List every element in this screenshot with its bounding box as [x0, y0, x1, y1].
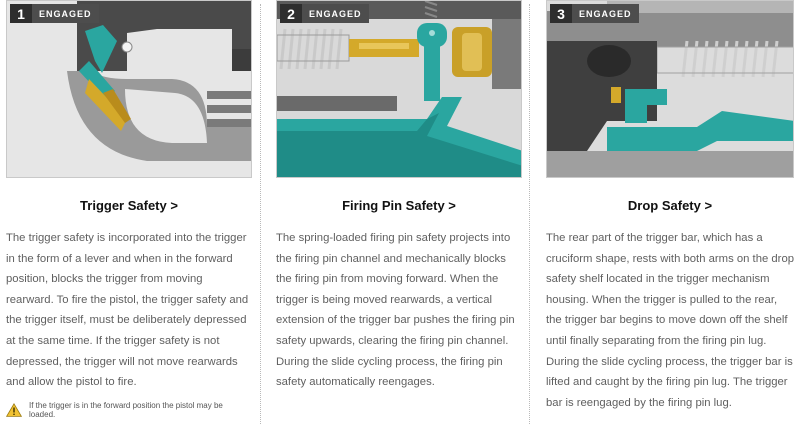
trigger-safety-panel — [6, 0, 252, 419]
status-label: ENGAGED — [309, 8, 362, 19]
warning-text: If the trigger is in the forward position the pistol may be loaded. — [29, 400, 223, 419]
firing-pin-safety-description: The spring-loaded firing pin safety projects into the firing pin channel and mechanically blocks the firing pin from moving forward. When the trigger is being moved rearwards, a vertical extension of the trigger bar pushes the firing pin safety upwards, clearing the firing pin channel. During the slide cycling process, the firing pin safety automatically reengages. — [276, 232, 515, 389]
trigger-safety-illustration[interactable] — [6, 0, 252, 178]
drop-safety-illustration-art — [547, 1, 794, 178]
step-number: 2 — [280, 4, 302, 23]
firing-pin-safety-illustration[interactable] — [276, 0, 522, 178]
firing-pin-illustration — [277, 1, 522, 178]
status-label: ENGAGED — [579, 8, 632, 19]
drop-safety-illustration[interactable] — [546, 0, 794, 178]
firing-pin-safety-panel — [276, 0, 522, 393]
status-label: ENGAGED — [39, 8, 92, 19]
firing-pin-safety-link[interactable]: Firing Pin Safety > — [342, 198, 456, 213]
drop-safety-link[interactable]: Drop Safety > — [627, 198, 713, 213]
step-number: 3 — [550, 4, 572, 23]
drop-safety-description: The rear part of the trigger bar, which has a cruciform shape, rests with both arms on the drop safety shelf located in the trigger mechanism housing. When the trigger is pulled to the rear, the trigger bar begins to move down off the shelf until finally separating from the firing pin lug. During the slide cycling process, the trigger bar is lifted and caught by the firing pin lug. The trigger bar is reengaged by the firing pin lug. — [546, 232, 795, 409]
drop-safety-panel — [546, 0, 794, 413]
engaged-badge — [10, 4, 99, 23]
column-divider — [260, 4, 261, 424]
trigger-safety-link[interactable]: Trigger Safety > — [80, 198, 178, 213]
column-divider — [529, 4, 530, 424]
engaged-badge — [550, 4, 639, 23]
engaged-badge — [280, 4, 369, 23]
trigger-safety-description: The trigger safety is incorporated into the trigger in the form of a lever and when in the forward position, blocks the trigger from moving rearward. To fire the pistol, the trigger safety and the trigger itself, must be deliberately depressed at the same time. If the trigger safety is not depressed, the trigger will not move rearwards and allow the pistol to fire. — [6, 232, 249, 389]
step-number: 1 — [10, 4, 32, 23]
warning-triangle-icon — [6, 403, 22, 417]
warning-note — [6, 401, 252, 419]
trigger-illustration — [7, 1, 252, 178]
